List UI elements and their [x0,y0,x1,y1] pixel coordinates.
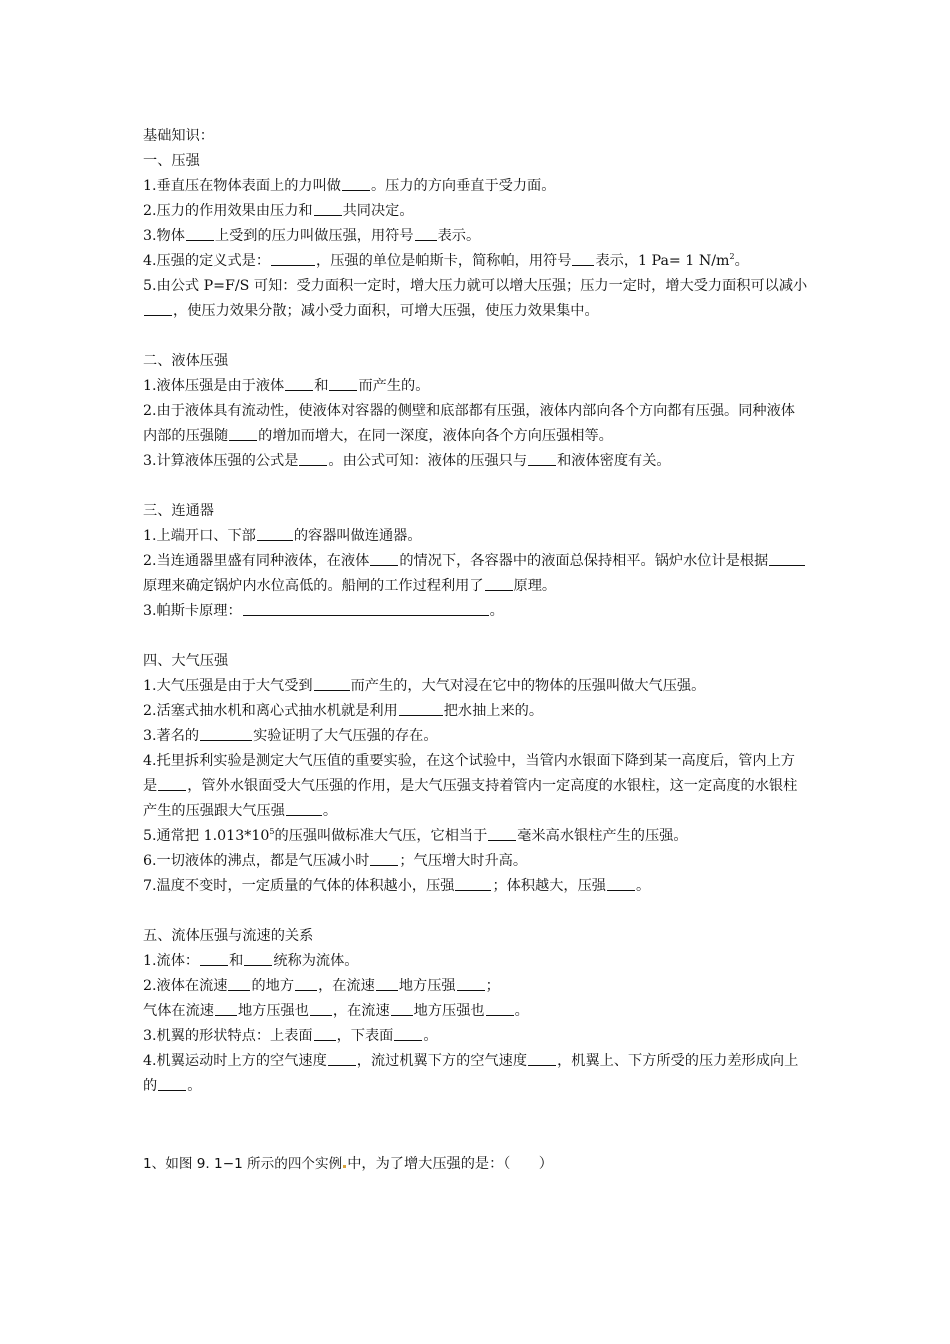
blank [415,226,437,241]
blank [485,576,513,591]
list-item: 2.压力的作用效果由压力和 共同决定。 [143,203,414,219]
list-item: 4.托里拆利实验是测定大气压值的重要实验，在这个试验中，当管内水银面下降到某一高度后，管内上方是 ，管外水银面受大气压强的作用，是大气压强支持着管内一定高度的水银柱，这一定高度的水银柱产生的压强跟大气压强 。 [143,753,798,819]
section-title: 四、大气压强 [143,653,229,669]
blank [328,1051,356,1066]
blank [295,976,317,991]
list-item: 1.垂直压在物体表面上的力叫做 。压力的方向垂直于受力面。 [143,178,556,194]
list-item: 2.当连通器里盛有同种液体，在液体 的情况下，各容器中的液面总保持相平。锅炉水位计是根据原理来确定锅炉内水位高低的。船闸的工作过程利用了 原理。 [143,549,808,599]
blank [370,551,398,566]
blank [228,976,250,991]
blank [215,1001,237,1016]
document-content [143,124,808,1177]
list-item: 3.计算液体压强的公式是 。由公式可知：液体的压强只与 和液体密度有关。 [143,453,671,469]
blank [607,876,635,891]
blank [200,726,252,741]
section-title: 五、流体压强与流速的关系 [143,928,314,944]
heading: 基础知识： [143,128,214,144]
blank [391,1001,413,1016]
blank [243,601,489,616]
list-item: 6.一切液体的沸点，都是气压减小时 ；气压增大时升高。 [143,853,528,869]
list-item: 4.压强的定义式是： ，压强的单位是帕斯卡，简称帕，用符号 表示，1 Pa= 1 $N/m^2$。 [143,252,749,269]
blank [271,251,315,266]
list-item: 5.通常把 $1.013*10^5$的压强叫做标准大气压，它相当于 毫米高水银柱产生的压强。 [143,827,688,844]
blank [572,251,594,266]
question-line: 1、如图 9. 1−1 所示的四个实例 中，为了增大压强的是：（ ） [143,1156,553,1172]
blank [244,951,272,966]
blank [158,776,186,791]
list-item: 3.帕斯卡原理： 。 [143,603,504,619]
blank [285,376,313,391]
blank [457,976,485,991]
blank [486,1001,514,1016]
list-item: 2.液体在流速 的地方 ，在流速 地方压强 ； [143,978,500,994]
list-item: 3.机翼的形状特点：上表面 ，下表面 。 [143,1028,438,1044]
blank [399,701,443,716]
blank [455,876,491,891]
blank [329,376,357,391]
blank [186,226,214,241]
blank [370,851,398,866]
list-item: 1.上端开口、下部 的容器叫做连通器。 [143,528,422,544]
blank [144,301,172,316]
list-item: 1.液体压强是由于液体 和 而产生的。 [143,378,430,394]
blank [769,551,805,566]
blank [528,1051,556,1066]
blank [257,526,293,541]
list-item: 1.大气压强是由于大气受到 而产生的，大气对浸在它中的物体的压强叫做大气压强。 [143,678,706,694]
section-title: 二、液体压强 [143,353,229,369]
list-item: 7.温度不变时，一定质量的气体的体积越小，压强 ；体积越大，压强 。 [143,878,651,894]
list-item: 2.由于液体具有流动性，使液体对容器的侧壁和底部都有压强，液体内部向各个方向都有压强。同种液体内部的压强随 的增加而增大，在同一深度，液体向各个方向压强相等。 [143,403,795,444]
blank [158,1076,186,1091]
blank [310,1001,332,1016]
dot-marker [343,1165,346,1168]
blank [299,451,327,466]
list-item: 1.流体： 和 统称为流体。 [143,953,359,969]
blank [342,176,370,191]
blank [229,426,257,441]
blank [314,1026,336,1041]
blank [314,676,350,691]
list-item: 气体在流速 地方压强也 ，在流速 地方压强也 。 [143,1003,529,1019]
blank [394,1026,422,1041]
blank [528,451,556,466]
section-title: 一、压强 [143,153,200,169]
blank [376,976,398,991]
blank [286,801,322,816]
list-item: 5.由公式 P=F/S 可知：受力面积一定时，增大压力就可以增大压强；压力一定时，增大受力面积可以减小，使压力效果分散；减小受力面积，可增大压强，使压力效果集中。 [143,278,808,319]
blank [200,951,228,966]
list-item: 3.著名的 实验证明了大气压强的存在。 [143,728,438,744]
blank [488,826,516,841]
list-item: 2.活塞式抽水机和离心式抽水机就是利用 把水抽上来的。 [143,703,544,719]
list-item: 3.物体 上受到的压力叫做压强，用符号 表示。 [143,228,481,244]
section-title: 三、连通器 [143,503,214,519]
list-item: 4.机翼运动时上方的空气速度 ，流过机翼下方的空气速度 ，机翼上、下方所受的压力差形成向上的 。 [143,1053,799,1094]
blank [314,201,342,216]
